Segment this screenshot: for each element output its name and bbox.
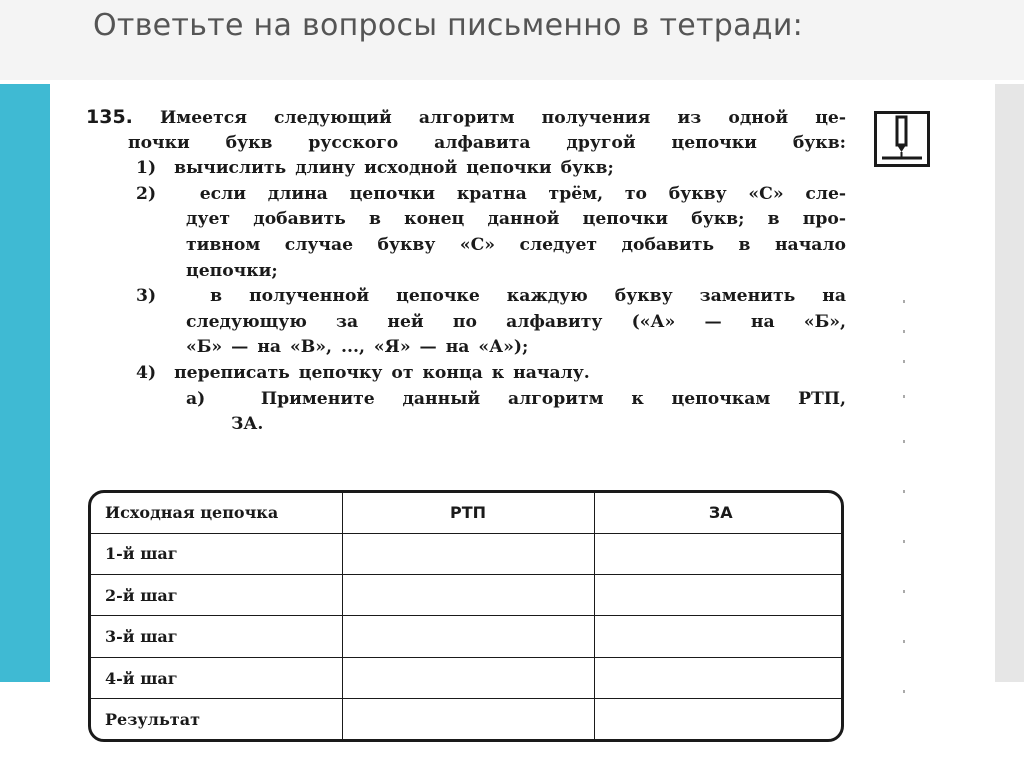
header-za: ЗА [594,493,844,533]
table-row [91,533,844,574]
row-label: 4-й шаг [91,657,342,698]
problem-number: 135. [86,106,133,128]
step-1: 1) вычислить длину исходной цепочки букв; [136,158,614,179]
task-a-line-1: а) Примените данный алгоритм к цепочкам РТП, [186,388,847,409]
answer-cell-rtp[interactable] [342,533,594,574]
step-2-line-4: цепочки; [186,260,278,281]
task-a-line-2: ЗА. [231,414,264,435]
answer-cell-rtp[interactable] [342,657,594,698]
step-4: 4) переписать цепочку от конца к началу. [136,362,590,383]
accent-bar [0,84,50,682]
answer-cell-za[interactable] [594,616,844,657]
header-rtp: РТП [342,493,594,533]
step-3-line-3: «Б» — на «В», ..., «Я» — на «А»); [186,337,529,358]
row-label: Результат [91,699,342,739]
answer-cell-za[interactable] [594,575,844,616]
step-2-line-1: 2) если длина цепочки кратна трём, то букву «С» сле- [136,183,847,204]
answer-cell-rtp[interactable] [342,616,594,657]
answer-cell-za[interactable] [594,533,844,574]
step-2-line-2: дует добавить в конец данной цепочки букв; в про- [186,209,846,230]
row-label: 3-й шаг [91,616,342,657]
answer-table [88,490,844,742]
pencil-icon-graphic [877,114,927,164]
answer-table-grid [91,493,844,739]
right-strip [995,84,1024,682]
scan-marks [901,300,907,720]
problem-intro-line-1: 135. Имеется следующий алгоритм получения из одной це- [86,105,846,131]
row-label: 1-й шаг [91,533,342,574]
slide-title: Ответьте на вопросы письменно в тетради: [93,8,804,43]
pencil-icon [874,111,930,167]
table-header-row [91,493,844,533]
slide-header [0,0,1024,80]
table-row [91,575,844,616]
step-2-line-3: тивном случае букву «С» следует добавить в начало [186,234,846,255]
table-row [91,699,844,739]
answer-cell-za[interactable] [594,699,844,739]
answer-cell-za[interactable] [594,657,844,698]
step-3-line-1: 3) в полученной цепочке каждую букву заменить на [136,286,846,307]
table-row [91,657,844,698]
step-3-line-2: следующую за ней по алфавиту («А» — на «Б», [186,311,846,332]
problem-text [86,105,846,438]
header-source-chain: Исходная цепочка [91,493,342,533]
problem-intro-line-2: почки букв русского алфавита другой цепочки букв: [128,132,846,153]
row-label: 2-й шаг [91,575,342,616]
table-row [91,616,844,657]
answer-cell-rtp[interactable] [342,699,594,739]
answer-cell-rtp[interactable] [342,575,594,616]
